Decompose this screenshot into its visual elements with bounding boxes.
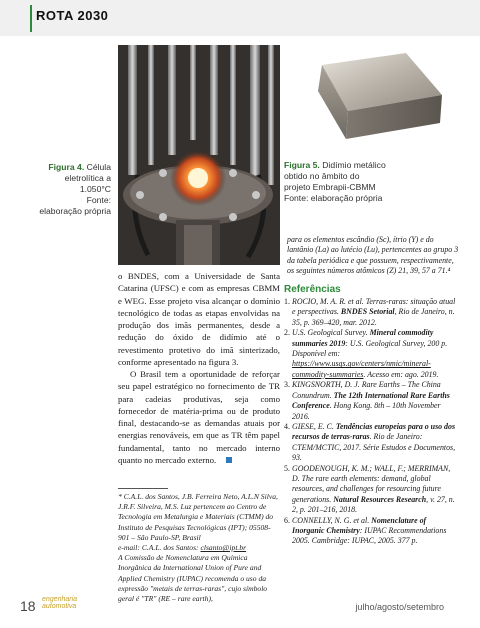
logo-line: engenharia <box>42 596 78 603</box>
reference-number: 2. <box>284 328 290 338</box>
body-paragraph: o BNDES, com a Universidade de Santa Catarina (UFSC) e com as empresas CBMM e WEG. Esse projeto visa alcançar o domínio tecnológico de todas as etapas envolvidas na produção dos imãs permanentes, desde a redução do óxido de didímio até o revestimento protetivo do imã sinterizado, conforme apresentado na figura 3. <box>118 271 280 367</box>
reference-item <box>284 297 459 328</box>
figure4-caption-line: Fonte: <box>86 195 111 205</box>
reference-text: ROCIO, M. A. R. et al. Terras-raras: situação atual e perspectivas. <box>292 297 456 317</box>
reference-text: U.S. Geological Survey. <box>292 328 370 338</box>
reference-text: CONNELLY, N. G. et al. <box>292 515 372 525</box>
reference-item <box>284 464 459 516</box>
reference-title: BNDES Setorial <box>340 307 395 317</box>
reference-number: 1. <box>284 297 290 307</box>
figure4-label: Figura 4. <box>48 162 85 172</box>
magazine-logo <box>42 596 77 610</box>
body-paragraph-text: O Brasil tem a oportunidade de reforçar seu papel estratégico no fornecimento de TR para cadeias produtivas, seja como fornecedor de matéria-prima ou de produto final, destacando-se as demandas atuais por energias renováveis, em que as TR têm papel fundamental, tanto no mercado interno quanto no mercado externo. <box>118 369 280 465</box>
right-column <box>284 235 459 547</box>
reference-title: Mineral commodity summaries 2019 <box>292 328 434 348</box>
reference-item <box>284 380 459 422</box>
reference-number: 4. <box>284 421 290 431</box>
reference-text: , Rio de Janeiro, n. 35, p. 369–420, mar. 2012. <box>292 307 455 327</box>
figure5-caption-line: Fonte: elaboração própria <box>284 193 383 203</box>
electrolytic-cell-photo <box>118 45 280 265</box>
reference-text: : U.S. Geological Survey, 200 p. Disponível em: <box>292 338 448 359</box>
reference-url-link[interactable]: https://www.usgs.gov/centers/nmic/mineral-commodity-summaries <box>292 359 431 379</box>
figure4-caption-line: eletrolítica a <box>64 173 111 183</box>
section-title: ROTA 2030 <box>36 8 109 23</box>
figure5-caption <box>284 160 459 204</box>
figure4-caption-line: 1.050°C <box>79 184 111 194</box>
figure4-caption-line: Célula <box>86 162 111 172</box>
article-body <box>118 270 280 466</box>
page-number: 18 <box>20 598 36 614</box>
figure5-label: Figura 5. <box>284 160 320 170</box>
header-accent-line <box>30 5 32 32</box>
reference-text: GOODENOUGH, K. M.; WALL, F.; MERRIMAN, D. The rare earth elements: demand, global resources, and challenges for resourcing future generations. <box>292 463 451 504</box>
figure4-caption-line: elaboração própria <box>39 206 111 216</box>
reference-title: Nomenclature of Inorganic Chemistry <box>292 515 427 535</box>
issue-date: julho/agosto/setembro <box>355 602 444 612</box>
figure5-caption-line: obtido no âmbito do <box>284 171 360 181</box>
reference-text: . Rio de Janeiro: CTEM/MCTIC, 2017. Série Estudos e Documentos, 93. <box>292 432 456 463</box>
figure5-caption-line: Didímio metálico <box>322 160 386 170</box>
reference-item <box>284 516 459 547</box>
references-heading: Referências <box>284 283 341 295</box>
reference-text: : IUPAC Recommendations 2005. Cambridge: IUPAC, 2005. 377 p. <box>292 525 447 546</box>
reference-text: , v. 27, n. 2, p. 201–216, 2018. <box>292 494 455 515</box>
author-footnote <box>118 492 280 604</box>
footnote-divider <box>118 488 168 489</box>
reference-number: 6. <box>284 515 290 525</box>
electrolytic-cell-illustration <box>118 45 280 265</box>
reference-title: The 12th International Rare Earths Conference <box>292 390 450 411</box>
figure5-caption-line: projeto Embrapii-CBMM <box>284 182 376 192</box>
logo-line: automotiva <box>42 603 77 610</box>
header-bar <box>0 0 480 36</box>
reference-text: . Hong Kong. 8th – 10th November 2016. <box>292 401 441 421</box>
reference-number: 3. <box>284 380 290 390</box>
reference-title: Tendências europeias para o uso dos recursos de terras-raras <box>292 421 456 442</box>
didymium-metal-photo <box>284 45 454 157</box>
footnote-nomenclature: A Comissão de Nomenclatura em Química Inorgânica da International Union of Pure and Applied Chemistry (IUPAC) recomenda o uso da expressão "metais de terras-raras", cujo símbolo geral é "TR" (RE – rare earth), <box>118 553 268 604</box>
end-of-article-icon <box>226 457 232 463</box>
metal-block-illustration <box>284 45 454 157</box>
footnote-email-line <box>118 543 280 553</box>
footnote-authors: * C.A.L. dos Santos, J.B. Ferreira Neto, A.L.N Silva, J.R.F. Silveira, M.S. Luz pertencem ao Centro de Tecnologia em Metalurgia e Materiais (CTMM) do Instituto de Pesquisas Tecnológicas (IPT); 05508-901 – São Paulo-SP, Brasil <box>118 492 278 542</box>
author-email-link[interactable]: clsanto@ipt.br <box>200 543 247 553</box>
footnote-email-prefix: e-mail: C.A.L. dos Santos: <box>118 543 201 553</box>
reference-number: 5. <box>284 463 290 473</box>
reference-text: KINGSNORTH, D. J. Rare Earths – The China Conundrum. <box>292 380 441 400</box>
nomenclature-continuation: para os elementos escândio (Sc), ítrio (Y) e do lantânio (La) ao lutécio (Lu), pertencentes ao grupo 3 da tabela periódica e que possuem, respectivamente, os seguintes números atômicos (Z) 21, 39, 57 a 71.⁴ <box>287 235 459 276</box>
reference-item <box>284 422 459 464</box>
reference-item <box>284 328 459 380</box>
body-paragraph <box>118 368 280 466</box>
reference-text: . Acesso em: ago. 2019. <box>363 369 439 379</box>
references-list <box>284 297 459 547</box>
reference-title: Natural Resources Research <box>333 494 427 504</box>
figure4-caption <box>21 162 111 217</box>
reference-text: GIESE, E. C. <box>292 421 336 431</box>
